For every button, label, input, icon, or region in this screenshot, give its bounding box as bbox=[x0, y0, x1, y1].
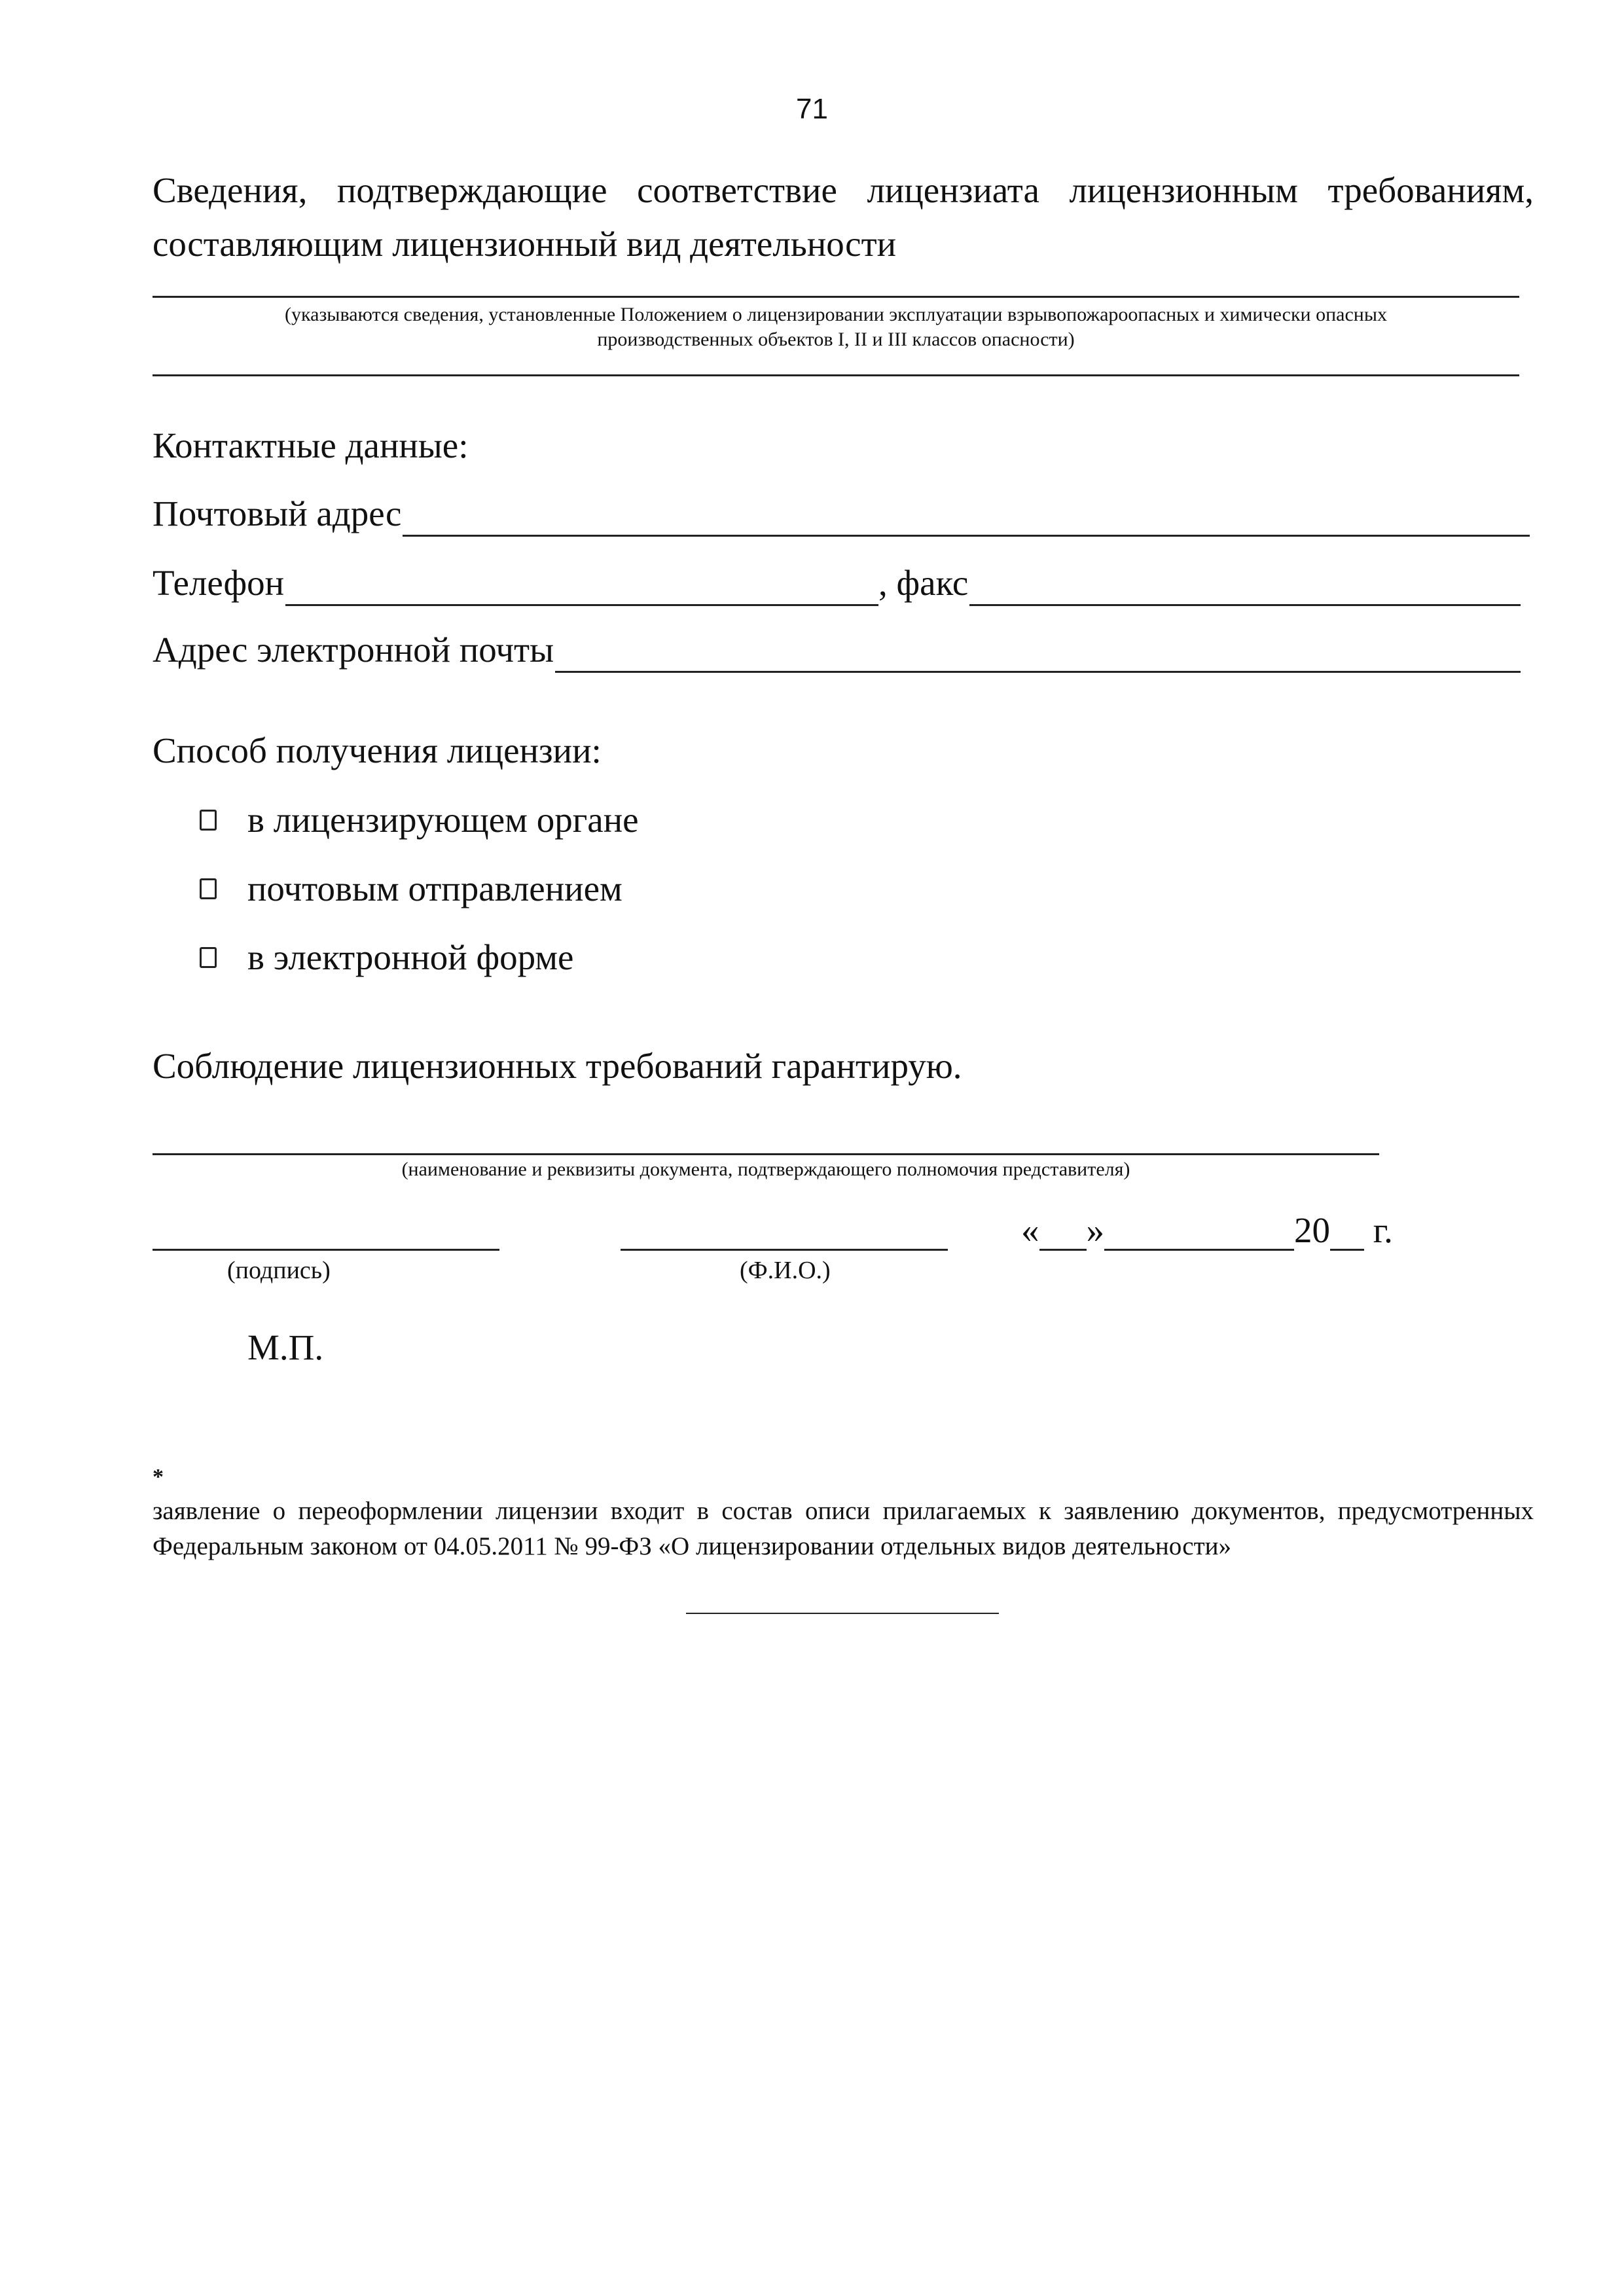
receipt-title: Способ получения лицензии: bbox=[153, 730, 602, 770]
email-row bbox=[153, 627, 1521, 673]
representative-line[interactable] bbox=[153, 1153, 1379, 1155]
footnote-text: заявление о переоформлении лицензии входит в состав описи прилагаемых к заявлению документов, предусмотренных Федеральным законом от 04.05.2011 № 99-ФЗ «О лицензировании отдельных видов деятельности» bbox=[153, 1497, 1534, 1560]
day-field[interactable] bbox=[1039, 1215, 1087, 1251]
receipt-option-label: почтовым отправлением bbox=[247, 869, 623, 908]
checkbox-electronic[interactable] bbox=[200, 947, 217, 968]
section-heading: Сведения, подтверждающие соответствие лицензиата лицензионным требованиям, составляющим лицензионный вид деятельности bbox=[153, 170, 1534, 264]
month-field[interactable] bbox=[1104, 1215, 1294, 1251]
postal-address-field[interactable] bbox=[403, 499, 1530, 537]
requirements-note-line2: производственных объектов I, II и III классов опасности) bbox=[597, 329, 1075, 350]
receipt-option[interactable] bbox=[200, 935, 573, 980]
receipt-option-label: в лицензирующем органе bbox=[247, 800, 639, 840]
phone-fax-row bbox=[153, 560, 1521, 606]
fax-label: , факс bbox=[878, 563, 969, 603]
fax-field[interactable] bbox=[969, 569, 1521, 606]
receipt-option[interactable] bbox=[200, 797, 639, 843]
requirements-line[interactable] bbox=[153, 296, 1519, 298]
postal-address-row bbox=[153, 491, 1530, 537]
fio-line[interactable] bbox=[621, 1249, 948, 1251]
year-suffix: г. bbox=[1364, 1210, 1393, 1250]
phone-label: Телефон bbox=[153, 563, 285, 603]
contacts-title: Контактные данные: bbox=[153, 425, 469, 465]
stamp-mark: М.П. bbox=[247, 1327, 324, 1367]
guarantee-statement: Соблюдение лицензионных требований гарантирую. bbox=[153, 1046, 962, 1086]
year-prefix: 20 bbox=[1294, 1210, 1330, 1250]
requirements-line-2[interactable] bbox=[153, 374, 1519, 376]
quote-close: » bbox=[1086, 1210, 1104, 1250]
date-block bbox=[1021, 1210, 1393, 1251]
email-label: Адрес электронной почты bbox=[153, 630, 554, 670]
end-divider bbox=[686, 1613, 999, 1614]
quote-open: « bbox=[1021, 1210, 1039, 1250]
checkbox-postal[interactable] bbox=[200, 878, 217, 899]
year-field[interactable] bbox=[1330, 1215, 1364, 1251]
receipt-option[interactable] bbox=[200, 866, 623, 912]
checkbox-licensing-body[interactable] bbox=[200, 810, 217, 831]
email-field[interactable] bbox=[555, 636, 1521, 673]
postal-address-label: Почтовый адрес bbox=[153, 493, 402, 533]
fio-caption: (Ф.И.О.) bbox=[740, 1257, 831, 1284]
footnote-mark: * bbox=[153, 1465, 164, 1489]
signature-line[interactable] bbox=[153, 1249, 499, 1251]
phone-field[interactable] bbox=[285, 569, 878, 606]
requirements-note bbox=[153, 302, 1519, 352]
signature-caption: (подпись) bbox=[227, 1257, 331, 1284]
representative-note: (наименование и реквизиты документа, подтверждающего полномочия представителя) bbox=[401, 1158, 1130, 1180]
page-number: 71 bbox=[796, 93, 828, 125]
receipt-option-label: в электронной форме bbox=[247, 937, 574, 977]
requirements-note-line1: (указываются сведения, установленные Положением о лицензировании эксплуатации взрывопожароопасных и химически опасных bbox=[285, 304, 1387, 325]
